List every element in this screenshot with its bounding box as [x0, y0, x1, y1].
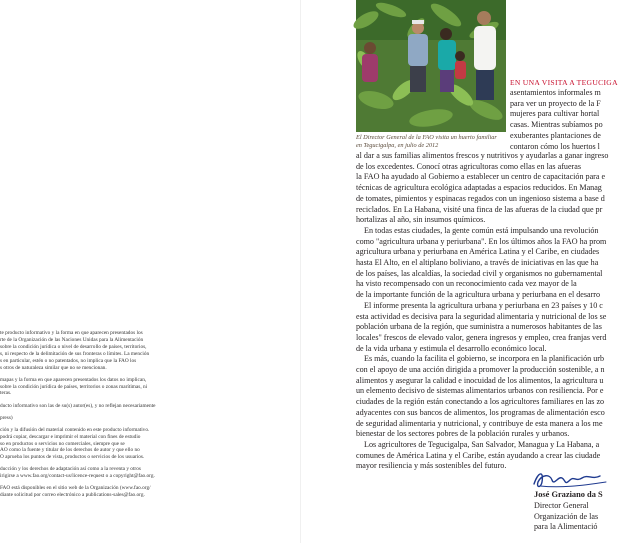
- legal-line: s, ni respecto de la delimitación de sus fronteras o límites. La mención: [0, 350, 150, 357]
- legal-line: AO como la fuente y titular de los derechos de autor y que ello no: [0, 447, 140, 454]
- text-line: técnicas de agricultura ecológica adaptadas a espacios reducidos. En Manag: [356, 183, 602, 193]
- legal-line: teras.: [0, 390, 12, 397]
- legal-line: podrá copiar, descargar e imprimir el material con fines de estudio: [0, 433, 141, 440]
- text-line: Es más, cuando la facilita el gobierno, se incorpora en la planificación urb: [364, 354, 605, 364]
- legal-line: ción y la difusión del material contenido en este producto informativo.: [0, 426, 150, 433]
- legal-line: FAO está disponibles en el sitio web de la Organización (www.fao.org/: [0, 485, 151, 492]
- body-paragraph: [356, 354, 616, 440]
- wrapped-text-column: [510, 88, 630, 152]
- legal-paragraph: [0, 415, 196, 422]
- text-line: El informe presenta la agricultura urbana y periurbana en 23 países y 10 c: [364, 300, 603, 310]
- legal-line: s otros de naturaleza similar que no se mencionan.: [0, 364, 107, 371]
- caption-line: en Tegucigalpa, en julio de 2012: [356, 141, 439, 149]
- text-line: hasta El Alto, en el altiplano boliviano, a través de iniciativas en las que ha: [356, 258, 599, 268]
- text-line: un elemento decisivo de sistemas alimentarios urbanos con resiliencia. Por e: [356, 386, 604, 396]
- signatory-title-line: para la Alimentació: [534, 522, 598, 531]
- text-line: En todas estas ciudades, la gente común está impulsando una revolución: [364, 225, 599, 235]
- signatory-title: [534, 501, 598, 533]
- legal-line: ducción y los derechos de adaptación así como a la reventa y otros: [0, 466, 141, 473]
- text-line: agricultura urbana y periurbana en América Latina y el Caribe, en ciudades: [356, 247, 600, 257]
- text-line: población urbana de la región, que suministra a numerosos habitantes de las: [356, 322, 602, 332]
- legal-line: sobre la condición jurídica de países, territorios o zonas marítimas, ni: [0, 383, 148, 390]
- text-line: comunes de América Latina y el Caribe, están ayudando a crear las ciudade: [356, 450, 601, 460]
- heading-initial: E: [510, 78, 515, 87]
- text-line: de los países, las alcaldías, la sociedad civil y organismos no gubernamental: [356, 268, 603, 278]
- text-line: la FAO ha ayudado al Gobierno a establecer un centro de capacitación para e: [356, 172, 606, 182]
- text-line: esta actividad es decisiva para la seguridad alimentaria y nutricional de los se: [356, 311, 607, 321]
- legal-line: s en particular, estén o no patentados, no implica que la FAO los: [0, 357, 137, 364]
- text-line: reciclados. En La Habana, visité una finca de las afueras de la ciudad que pr: [356, 204, 603, 214]
- text-line: Los agricultores de Tegucigalpa, San Salvador, Managua y La Habana, a: [364, 439, 600, 449]
- legal-paragraph: [0, 485, 196, 499]
- caption-line: El Director General de la FAO visita un huerto familiar: [356, 134, 497, 141]
- body-paragraph: [356, 301, 616, 355]
- text-line: de la vida urbana y estimula el desarrollo económico local.: [356, 343, 547, 353]
- body-paragraph: [356, 226, 616, 301]
- legal-paragraph: [0, 377, 196, 398]
- handwritten-signature: [530, 468, 610, 492]
- text-line: de tomates, pimientos y espinacas regados con un ingenioso sistema a base d: [356, 193, 605, 203]
- legal-line: mapas y la forma en que aparecen presentados los datos no implican,: [0, 376, 147, 383]
- text-line: de los excedentes. Conocí otras agricultoras como ellas en las afueras: [356, 161, 581, 171]
- legal-paragraph: [0, 427, 196, 462]
- signatory-name: José Graziano da S: [534, 490, 603, 499]
- text-line: mayor resiliencia y más sostenibles del futuro.: [356, 461, 507, 471]
- signatory-title-line: Organización de las: [534, 511, 599, 521]
- garden-photo-illustration: [356, 0, 506, 132]
- text-line: exuberantes plantaciones de: [510, 130, 601, 140]
- legal-notice: [0, 330, 196, 504]
- text-line: adyacentes con sus bancos de alimentos, los programas de alimentación esco: [356, 407, 605, 417]
- legal-line: irigirse a www.fao.org/contact-us/licence-request o a copyright@fao.org.: [0, 473, 155, 480]
- body-text: [356, 151, 616, 472]
- text-line: bienestar de los sectores pobres de la población rurales y urbanos.: [356, 429, 570, 439]
- text-line: para ver un proyecto de la F: [510, 98, 601, 108]
- legal-paragraph: [0, 330, 196, 371]
- text-line: casas. Mientras subíamos po: [510, 120, 603, 130]
- legal-line: O aprueba los puntos de vista, productos o servicios de los usuarios.: [0, 454, 145, 461]
- text-line: mujeres para cultivar hortal: [510, 109, 600, 119]
- text-line: de seguridad alimentaria y nutricional, y contribuye de esta manera a los me: [356, 418, 603, 428]
- legal-paragraph: [0, 466, 196, 480]
- legal-line: diante solicitud por correo electrónico a publications-sales@fao.org.: [0, 492, 145, 499]
- legal-line: sobre la condición jurídica o nivel de desarrollo de países, territorios,: [0, 343, 147, 350]
- legal-paragraph: [0, 403, 196, 410]
- heading-text: N UNA VISITA A TEGUCIGA: [514, 78, 618, 87]
- text-line: de la importante función de la agricultura urbana y periurbana en el desarro: [356, 290, 601, 300]
- text-line: asentamientos informales m: [510, 88, 601, 97]
- legal-line: ducto informativo son las de su(s) autor(es), y no reflejan necesariamente: [0, 402, 156, 409]
- legal-line: press): [0, 414, 13, 421]
- text-line: ha visto recompensado con un reconocimiento cada vez mayor de la: [356, 279, 577, 289]
- text-line: como "agricultura urbana y periurbana". En los últimos años la FAO ha prom: [356, 236, 607, 246]
- legal-line: rte de la Organización de las Naciones Unidas para la Alimentación: [0, 336, 144, 343]
- text-line: contaron cómo los huertos l: [510, 141, 600, 151]
- text-line: con el apoyo de una acción dirigida a promover la producción sostenible, a n: [356, 365, 605, 375]
- signatory-title-line: Director General: [534, 501, 589, 510]
- text-line: alimentos y asegurar la calidad e inocuidad de los alimentos, la agricultura u: [356, 375, 604, 385]
- text-line: locales" frescos de elevado valor, genera ingresos y empleo, crea franjas verd: [356, 332, 607, 342]
- text-line: ciudades de la región están conectando a los agricultores familiares en las zo: [356, 397, 605, 407]
- text-line: al dar a sus familias alimentos frescos y nutritivos y ayudarlas a ganar ingreso: [356, 151, 609, 160]
- body-paragraph: [356, 151, 616, 226]
- legal-line: te producto informativo y la forma en que aparecen presentados los: [0, 330, 143, 336]
- legal-line: so en productos o servicios no comerciales, siempre que se: [0, 440, 125, 447]
- section-heading: [510, 78, 618, 87]
- photo-urban-garden: [356, 0, 506, 132]
- text-line: hortalizas al año, sin insumos químicos.: [356, 215, 486, 225]
- page-gutter: [300, 0, 301, 543]
- photo-caption: [356, 134, 506, 149]
